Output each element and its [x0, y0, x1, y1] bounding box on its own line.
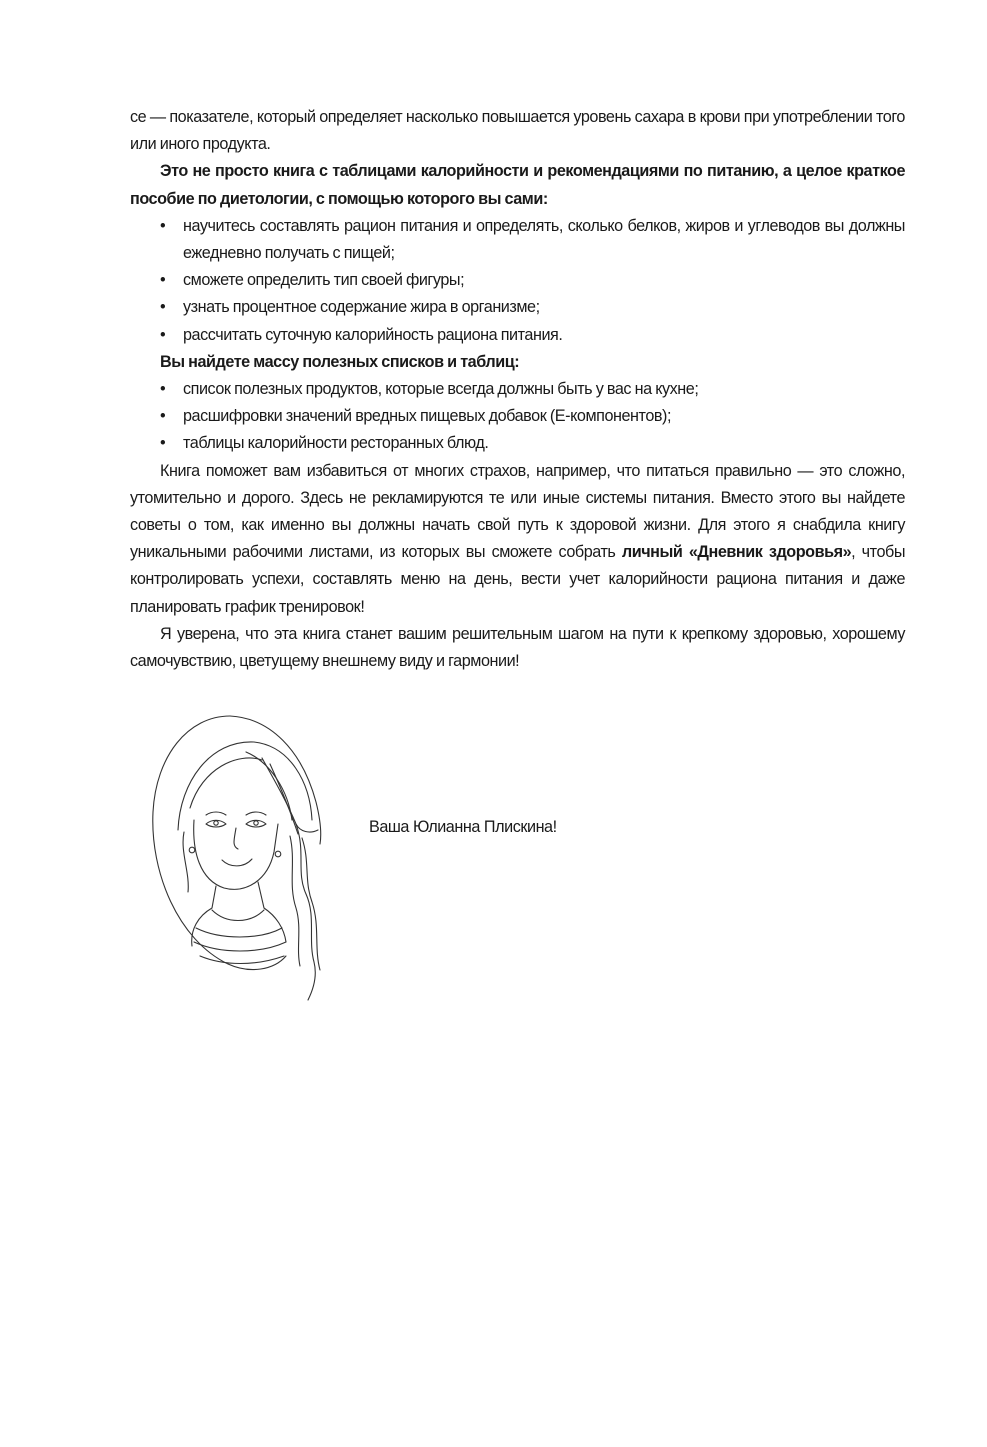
paragraph-continuation: се — показателе, который определяет насколько повышается уровень сахара в крови при употреблении того или иного продукта.	[130, 108, 905, 154]
list-item: • список полезных продуктов, которые всегда должны быть у вас на кухне;	[160, 376, 905, 403]
list-item: • таблицы калорийности ресторанных блюд.	[160, 430, 905, 457]
signature: Ваша Юлианна Плискина!	[369, 818, 557, 836]
list-item: • узнать процентное содержание жира в организме;	[160, 294, 905, 321]
book-paragraph-text: Книга поможет вам избавиться от многих страхов, например, что питаться правильно — это сложно, утомительно и дорого. Здесь не рекламируются те или иные системы питания. Вместо этого вы найдете советы о том, как именно вы должны начать свой путь к здоровой жизни. Для этого я снабдила книгу уникальными рабочими листами, из которых вы сможете собрать	[130, 461, 905, 562]
book-paragraph	[130, 458, 905, 621]
list-item: • расшифровки значений вредных пищевых добавок (Е-компонентов);	[160, 403, 905, 430]
body-text	[130, 104, 905, 675]
list-item: • научитесь составлять рацион питания и определять, сколько белков, жиров и углеводов вы должны ежедневно получать с пищей;	[160, 213, 905, 267]
tables-list	[130, 376, 905, 458]
list-item: • рассчитать суточную калорийность рациона питания.	[160, 322, 905, 349]
health-diary-emphasis: личный «Дневник здоровья»	[621, 543, 852, 562]
woman-portrait-icon	[150, 712, 325, 1002]
closing-paragraph: Я уверена, что эта книга станет вашим решительным шагом на пути к крепкому здоровью, хорошему самочувствию, цветущему внешнему виду и гармонии!	[130, 624, 905, 671]
list-item: • сможете определить тип своей фигуры;	[160, 267, 905, 294]
lists-heading: Вы найдете массу полезных списков и таблиц:	[160, 352, 520, 371]
intro-bold-paragraph: Это не просто книга с таблицами калорийности и рекомендациями по питанию, а целое краткое пособие по диетологии, с помощью которого вы сами:	[130, 162, 905, 208]
book-paragraph-text-end: , чтобы контролировать успехи, составлять меню на день, вести учет калорийности рациона питания и даже планировать график тренировок!	[130, 543, 905, 616]
learn-list	[130, 213, 905, 349]
